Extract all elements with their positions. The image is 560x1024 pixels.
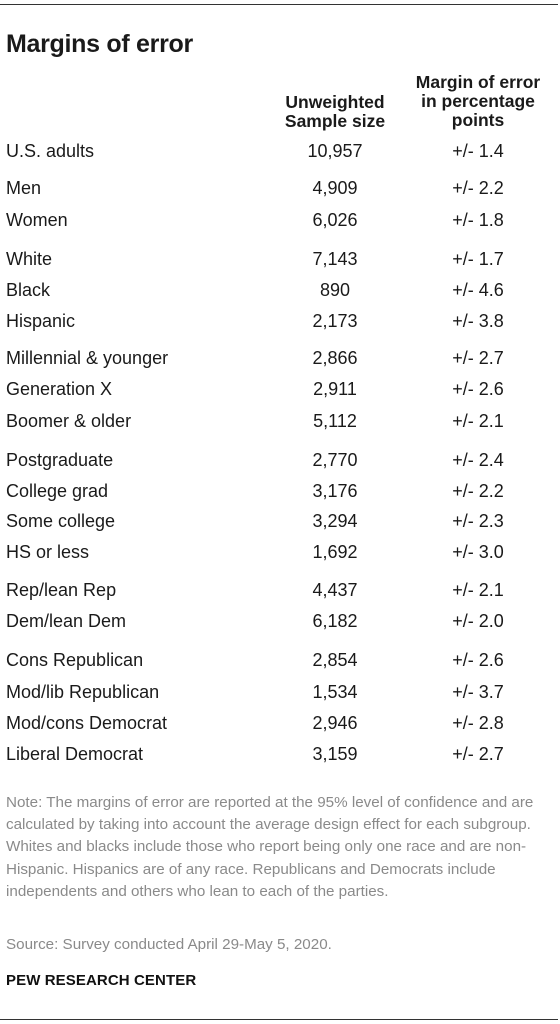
sample-size-cell: 5,112 bbox=[313, 411, 357, 431]
margin-of-error-cell: +/- 3.7 bbox=[452, 682, 504, 702]
table-row bbox=[0, 379, 560, 405]
top-rule bbox=[0, 4, 558, 5]
sample-size-cell: 2,854 bbox=[312, 650, 358, 670]
column-header-line: Sample size bbox=[284, 111, 386, 131]
row-label: Boomer & older bbox=[6, 411, 132, 431]
row-label: Millennial & younger bbox=[6, 348, 169, 368]
margin-of-error-cell: +/- 3.8 bbox=[452, 311, 504, 331]
table-row bbox=[0, 580, 560, 606]
sample-size-cell: 2,866 bbox=[312, 348, 358, 368]
table-row bbox=[0, 178, 560, 204]
table-row bbox=[0, 511, 560, 537]
row-label: Some college bbox=[6, 511, 116, 531]
margin-of-error-cell: +/- 2.3 bbox=[452, 511, 504, 531]
sample-size-cell: 2,173 bbox=[312, 311, 358, 331]
row-label: Black bbox=[6, 280, 51, 300]
margin-of-error-cell: +/- 2.4 bbox=[452, 450, 504, 470]
page-title: Margins of error bbox=[6, 30, 193, 58]
sample-size-cell: 6,182 bbox=[312, 611, 358, 631]
row-label: Mod/lib Republican bbox=[6, 682, 160, 702]
table-row bbox=[0, 311, 560, 337]
margin-of-error-cell: +/- 2.6 bbox=[452, 650, 504, 670]
sample-size-cell: 10,957 bbox=[307, 141, 363, 161]
sample-size-cell: 2,946 bbox=[312, 713, 358, 733]
sample-size-cell: 3,176 bbox=[312, 481, 358, 501]
table-row bbox=[0, 481, 560, 507]
column-header-line: points bbox=[451, 110, 505, 130]
table-row bbox=[0, 542, 560, 568]
pew-research-center-logo: PEW RESEARCH CENTER bbox=[6, 972, 197, 989]
margin-of-error-cell: +/- 1.7 bbox=[452, 249, 504, 269]
row-label: Dem/lean Dem bbox=[6, 611, 127, 631]
sample-size-cell: 6,026 bbox=[312, 210, 358, 230]
sample-size-cell: 1,692 bbox=[312, 542, 358, 562]
margin-of-error-cell: +/- 2.7 bbox=[452, 744, 504, 764]
sample-size-cell: 1,534 bbox=[312, 682, 358, 702]
margin-of-error-cell: +/- 1.4 bbox=[452, 141, 504, 161]
table-row bbox=[0, 650, 560, 676]
row-label: White bbox=[6, 249, 53, 269]
table-row bbox=[0, 210, 560, 236]
table-row bbox=[0, 611, 560, 637]
row-label: Liberal Democrat bbox=[6, 744, 144, 764]
row-label: Rep/lean Rep bbox=[6, 580, 117, 600]
source-line: Source: Survey conducted April 29-May 5, 2020. bbox=[6, 936, 332, 953]
sample-size-cell: 890 bbox=[319, 280, 351, 300]
bottom-rule bbox=[0, 1019, 558, 1020]
margin-of-error-cell: +/- 2.1 bbox=[452, 580, 504, 600]
margin-of-error-cell: +/- 2.6 bbox=[452, 379, 504, 399]
column-header-line: Margin of error bbox=[415, 72, 541, 92]
row-label: Men bbox=[6, 178, 42, 198]
row-label: U.S. adults bbox=[6, 141, 95, 161]
sample-size-cell: 2,770 bbox=[312, 450, 358, 470]
column-header-line: Unweighted bbox=[285, 92, 385, 112]
row-label: Mod/cons Democrat bbox=[6, 713, 168, 733]
margin-of-error-cell: +/- 1.8 bbox=[452, 210, 504, 230]
row-label: Hispanic bbox=[6, 311, 76, 331]
sample-size-cell: 7,143 bbox=[312, 249, 358, 269]
sample-size-cell: 3,294 bbox=[312, 511, 358, 531]
row-label: Postgraduate bbox=[6, 450, 114, 470]
table-row bbox=[0, 713, 560, 739]
table-row bbox=[0, 280, 560, 306]
margin-of-error-cell: +/- 4.6 bbox=[452, 280, 504, 300]
table-row bbox=[0, 141, 560, 167]
row-label: Women bbox=[6, 210, 68, 230]
footnote: Note: The margins of error are reported at the 95% level of confidence and are calculated by taking into account the average design effect for each subgroup. Whites and blacks include those who report being only one race and are non-Hispanic. Hispanics are of any race. Republicans and Democrats include independents and others who lean to each of the parties. bbox=[6, 794, 534, 900]
row-label: HS or less bbox=[6, 542, 90, 562]
table-row bbox=[0, 411, 560, 437]
table-row bbox=[0, 744, 560, 770]
column-header-margin-of-error bbox=[402, 73, 554, 130]
margin-of-error-cell: +/- 2.1 bbox=[452, 411, 504, 431]
margin-of-error-cell: +/- 2.2 bbox=[452, 481, 504, 501]
table-row bbox=[0, 249, 560, 275]
table-row bbox=[0, 682, 560, 708]
margin-of-error-cell: +/- 2.8 bbox=[452, 713, 504, 733]
sample-size-cell: 2,911 bbox=[313, 379, 357, 399]
row-label: Cons Republican bbox=[6, 650, 144, 670]
column-header-sample-size bbox=[273, 93, 397, 131]
sample-size-cell: 3,159 bbox=[312, 744, 358, 764]
row-label: Generation X bbox=[6, 379, 113, 399]
row-label: College grad bbox=[6, 481, 109, 501]
margin-of-error-cell: +/- 2.0 bbox=[452, 611, 504, 631]
table-row bbox=[0, 348, 560, 374]
column-header-line: in percentage bbox=[421, 91, 535, 111]
margin-of-error-cell: +/- 3.0 bbox=[452, 542, 504, 562]
sample-size-cell: 4,909 bbox=[312, 178, 358, 198]
table-row bbox=[0, 450, 560, 476]
margin-of-error-cell: +/- 2.2 bbox=[452, 178, 504, 198]
margin-of-error-cell: +/- 2.7 bbox=[452, 348, 504, 368]
sample-size-cell: 4,437 bbox=[312, 580, 358, 600]
